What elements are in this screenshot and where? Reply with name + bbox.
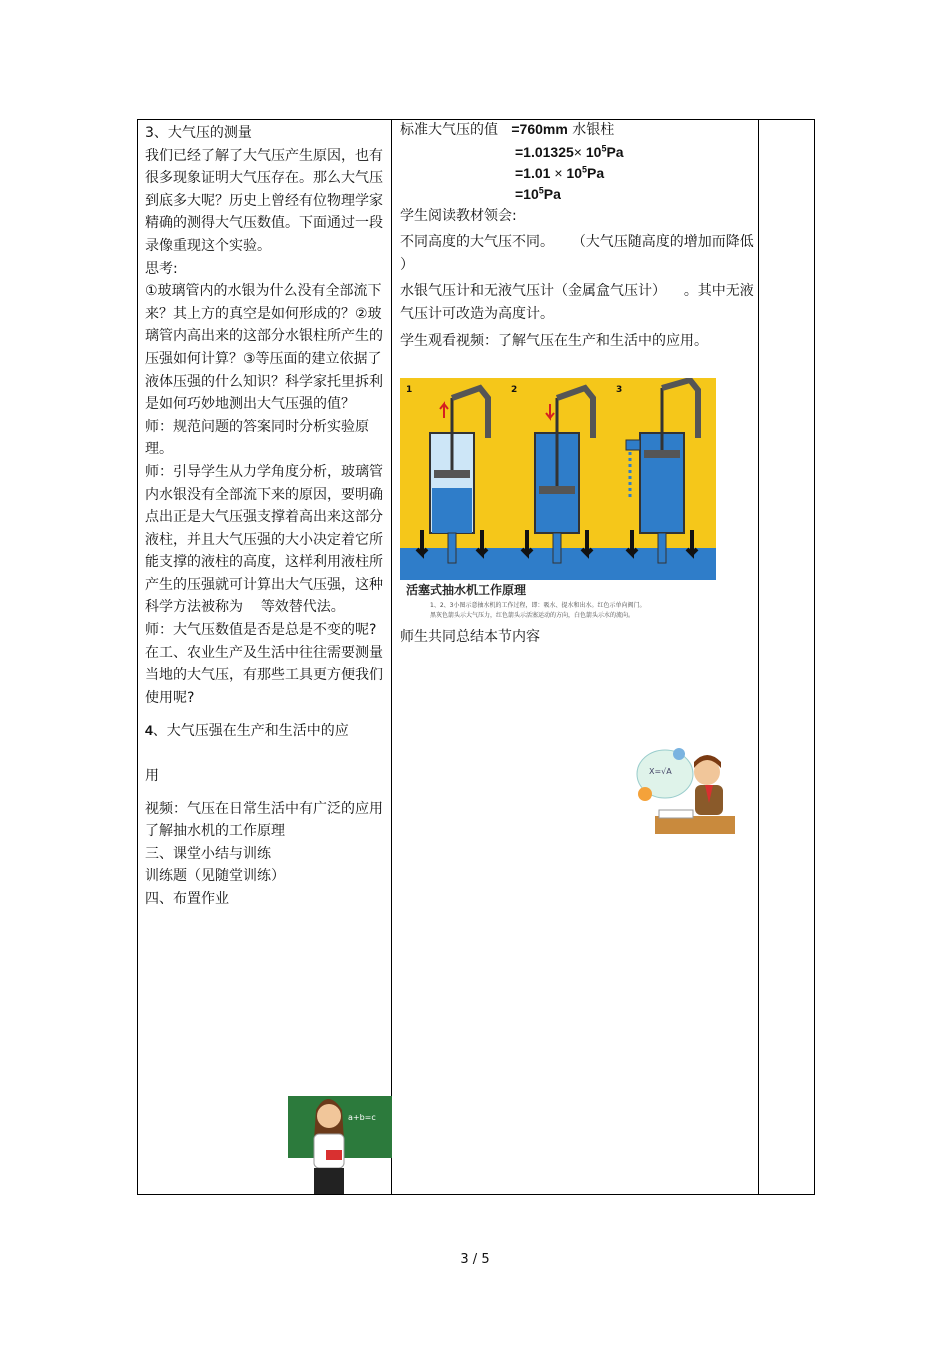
column-divider-2 (758, 120, 759, 1194)
industry-paragraph: 在工、农业生产及生活中往往需要测量当地的大气压，有那些工具更方便我们使用呢? (145, 644, 383, 706)
video-note: 视频：气压在日常生活中有广泛的应用 (145, 800, 383, 817)
think-label: 思考: (145, 260, 178, 277)
video-watch-note: 学生观看视频：了解气压在生产和生活中的应用。 (400, 332, 708, 349)
figure-caption-1: 1、2、3小图示意抽水机的工作过程，即：吸水、提水和出水。红色示单向阀门。 (430, 602, 646, 609)
figure-title: 活塞式抽水机工作原理 (406, 583, 527, 597)
page-number: 3 / 5 (460, 1252, 490, 1267)
teacher-illustration (288, 1090, 392, 1196)
std-pressure-line-3: $=1.01 \times 10^5Pa$ (515, 163, 605, 181)
stage-number-3: 3 (616, 385, 623, 395)
section-heading-4: 4、大气压强在生产和生活中的应 (145, 722, 349, 740)
column-divider-1 (391, 120, 392, 1194)
homework-heading: 四、布置作业 (145, 891, 229, 907)
reading-note: 学生阅读教材领会: (400, 207, 517, 224)
figure-caption-2: 黑灰色箭头示大气压力，红色箭头示活塞运动的方向，白色箭头示水的流向。 (430, 612, 635, 619)
class-summary-note: 师生共同总结本节内容 (400, 629, 540, 645)
intro-paragraph: 我们已经了解了大气压产生原因，也有很多现象证明大气压存在。那么大气压到底多大呢？历史上曾经有位物理学家精确的测得大气压数值。下面通过一段录像重现这个实验。 (145, 147, 383, 254)
thought-formula: X=√A (649, 767, 672, 776)
thinking-student-illustration (635, 748, 739, 840)
section-heading-4-tail: 用 (145, 768, 159, 785)
training-note: 训练题（见随堂训练） (145, 868, 285, 885)
teacher-note-2: 师：引导学生从力学角度分析，玻璃管内水银没有全部流下来的原因，要明确点出正是大气压强支撑着高出来这部分液柱，并且大气压强的大小决定着它所能支撑的液柱的高度，这样利用液柱所产生的压强就可计算出大气压强，这种科学方法被称为 等效替代法。 (145, 463, 383, 616)
teacher-activity-column (145, 122, 385, 911)
teacher-note-1: 师：规范问题的答案同时分析实验原理。 (145, 418, 369, 458)
barometer-note: 水银气压计和无液气压计（金属盒气压计） 。其中无液气压计可改造为高度计。 (400, 283, 754, 322)
stage-number-1: 1 (406, 385, 413, 395)
teacher-note-3: 师：大气压数值是否是总是不变的呢? (145, 622, 377, 639)
piston-pump-diagram (400, 378, 716, 624)
std-pressure-line-4: $=10^5Pa$ (515, 184, 561, 202)
section-heading-3: 3、大气压的测量 (145, 125, 252, 141)
blackboard-formula: a+b=c (348, 1113, 376, 1122)
lesson-table (137, 119, 815, 1195)
pump-note: 了解抽水机的工作原理 (145, 823, 285, 840)
altitude-note: 不同高度的大气压不同。 （大气压随高度的增加而降低 ） (400, 234, 754, 273)
summary-heading: 三、课堂小结与训练 (145, 845, 271, 862)
method-name: 等效替代法。 (260, 599, 345, 616)
stage-number-2: 2 (511, 385, 518, 395)
std-pressure-line-2: $=1.01325\times 10^5Pa$ (515, 142, 624, 160)
questions-paragraph: ①玻璃管内的水银为什么没有全部流下来？其上方的真空是如何形成的？②玻璃管内高出来的这部分水银柱所产生的压强如何计算？③等压面的建立依据了液体压强的什么知识？科学家托里拆利是如何巧妙地测出大气压强的值？ (145, 283, 383, 413)
std-pressure-line-1: 标准大气压的值 =760mm 水银柱 (400, 121, 615, 138)
